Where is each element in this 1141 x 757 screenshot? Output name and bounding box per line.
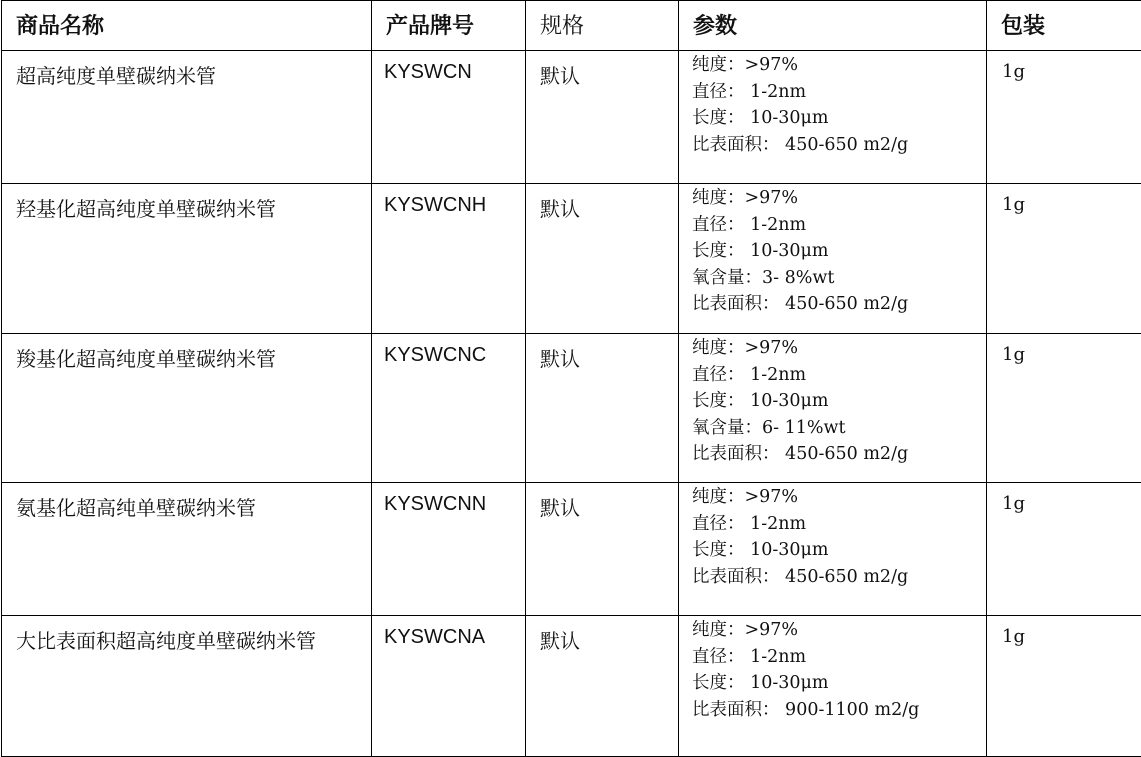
package-cell: 1g [987,51,1141,184]
specification-cell: 默认 [526,184,679,334]
table-row [2,334,1141,483]
parameters-cell [679,616,987,757]
product-name-cell: 羧基化超高纯度单壁碳纳米管 [2,334,372,483]
param-line: 氧含量：3- 8%wt [692,265,986,292]
parameters-cell [679,483,987,616]
param-line: 长度： 10-30μm [692,238,986,265]
package-cell: 1g [987,184,1141,334]
package-cell: 1g [987,616,1141,757]
param-line: 纯度：>97% [692,52,986,79]
header-product-name: 商品名称 [2,1,372,51]
param-line: 纯度：>97% [692,484,986,511]
param-line: 长度： 10-30μm [692,670,986,697]
param-line: 比表面积： 450-650 m2/g [692,441,986,468]
param-line: 直径： 1-2nm [692,362,986,389]
param-line: 直径： 1-2nm [692,644,986,671]
param-line: 纯度：>97% [692,617,986,644]
parameters-cell [679,184,987,334]
product-name-cell: 羟基化超高纯度单壁碳纳米管 [2,184,372,334]
specification-cell: 默认 [526,51,679,184]
specification-cell: 默认 [526,616,679,757]
product-code-cell: KYSWCNH [372,184,526,334]
header-specification: 规格 [526,1,679,51]
table-header-row [2,1,1141,51]
param-line: 直径： 1-2nm [692,212,986,239]
product-table [1,0,1141,757]
specification-cell: 默认 [526,483,679,616]
param-line: 纯度：>97% [692,335,986,362]
product-code-cell: KYSWCNC [372,334,526,483]
table-row [2,483,1141,616]
package-cell: 1g [987,483,1141,616]
specification-cell: 默认 [526,334,679,483]
param-line: 直径： 1-2nm [692,79,986,106]
param-line: 比表面积： 450-650 m2/g [692,291,986,318]
header-product-code: 产品牌号 [372,1,526,51]
param-line: 比表面积： 900-1100 m2/g [692,697,986,724]
param-line: 氧含量：6- 11%wt [692,415,986,442]
parameters-cell [679,334,987,483]
param-line: 长度： 10-30μm [692,388,986,415]
header-package: 包装 [987,1,1141,51]
table-row [2,616,1141,757]
parameters-cell [679,51,987,184]
param-line: 比表面积： 450-650 m2/g [692,132,986,159]
table-row [2,184,1141,334]
param-line: 比表面积： 450-650 m2/g [692,564,986,591]
product-name-cell: 氨基化超高纯单壁碳纳米管 [2,483,372,616]
product-name-cell: 大比表面积超高纯度单壁碳纳米管 [2,616,372,757]
param-line: 长度： 10-30μm [692,537,986,564]
header-parameters: 参数 [679,1,987,51]
product-code-cell: KYSWCN [372,51,526,184]
param-line: 直径： 1-2nm [692,511,986,538]
product-name-cell: 超高纯度单壁碳纳米管 [2,51,372,184]
package-cell: 1g [987,334,1141,483]
param-line: 纯度：>97% [692,185,986,212]
product-code-cell: KYSWCNN [372,483,526,616]
table-row [2,51,1141,184]
product-code-cell: KYSWCNA [372,616,526,757]
param-line: 长度： 10-30μm [692,105,986,132]
